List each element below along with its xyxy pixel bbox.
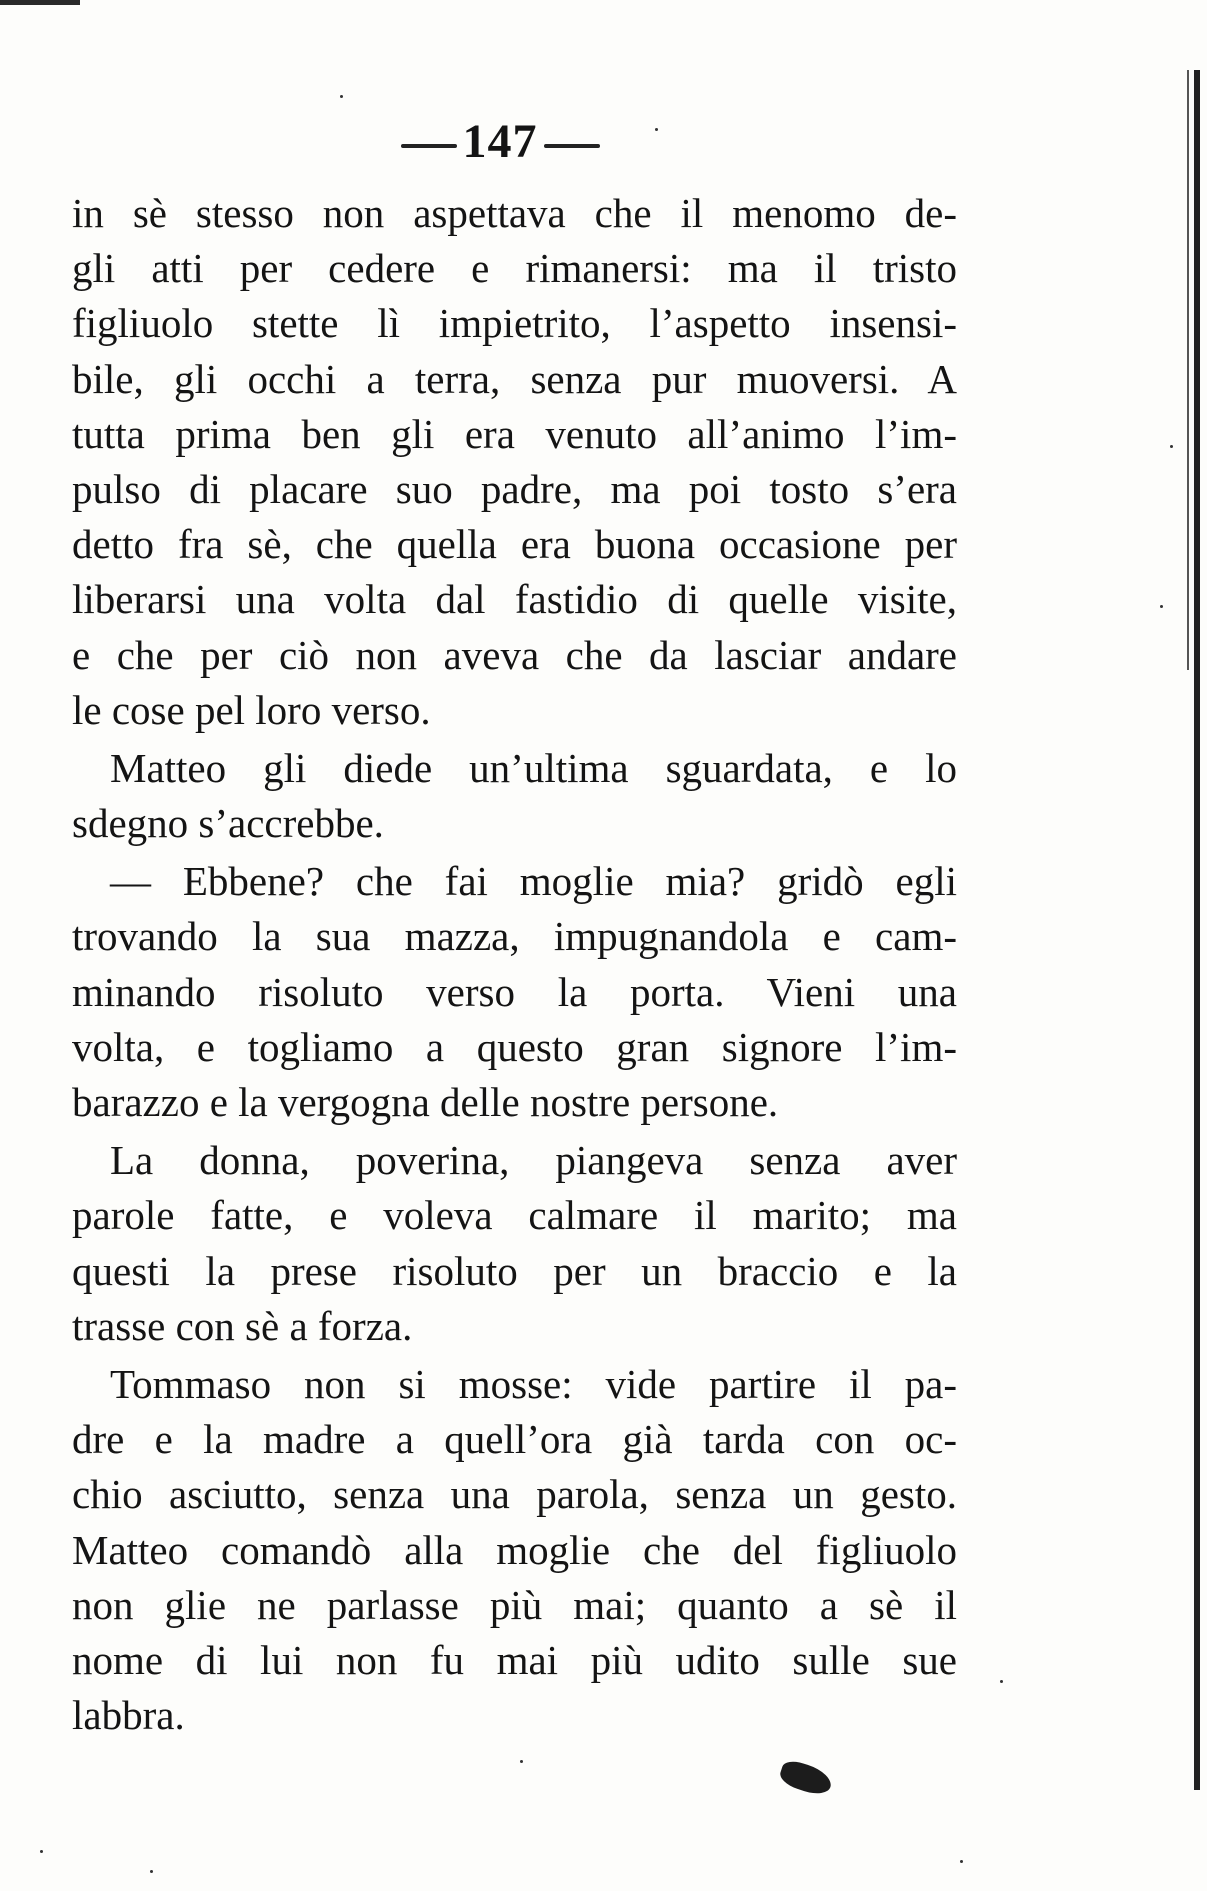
page-number-text: 147	[462, 115, 538, 168]
paragraph-p1	[72, 186, 957, 738]
paragraph-p5	[72, 1357, 957, 1743]
text-line: parole fatte, e voleva calmare il marito; ma	[72, 1192, 957, 1239]
speck	[1000, 1680, 1003, 1683]
text-line: barazzo e la vergogna delle nostre persone.	[72, 1079, 779, 1125]
text-line: in sè stesso non aspettava che il menomo de-	[72, 190, 957, 236]
text-line: tutta prima ben gli era venuto all’animo l’im-	[72, 410, 957, 457]
text-line: dre e la madre a quell’ora già tarda con oc-	[72, 1416, 957, 1463]
text-line: chio asciutto, senza una parola, senza un gesto.	[72, 1471, 957, 1518]
ornament-left-icon	[401, 144, 457, 148]
scan-edge-top	[0, 0, 80, 5]
paragraph-p3	[72, 854, 957, 1130]
speck	[150, 1870, 153, 1873]
speck	[960, 1860, 963, 1863]
text-line: detto fra sè, che quella era buona occasione per	[72, 521, 957, 568]
text-line: questi la prese risoluto per un braccio e la	[72, 1247, 957, 1294]
text-line: labbra.	[72, 1692, 185, 1739]
text-line: — Ebbene? che fai moglie mia? gridò egli	[110, 858, 957, 905]
text-line: trovando la sua mazza, impugnandola e cam-	[72, 913, 957, 960]
text-line: gli atti per cedere e rimanersi: ma il tristo	[72, 245, 957, 292]
ink-blot-icon	[777, 1758, 834, 1799]
text-line: nome di lui non fu mai più udito sulle sue	[72, 1636, 957, 1683]
speck	[40, 1850, 43, 1853]
text-line: pulso di placare suo padre, ma poi tosto s’era	[72, 465, 957, 512]
text-line: figliuolo stette lì impietrito, l’aspetto insensi-	[72, 300, 957, 347]
scan-edge-right-inner	[1187, 70, 1189, 670]
speck	[655, 128, 658, 131]
text-line: volta, e togliamo a questo gran signore l’im-	[72, 1023, 957, 1070]
text-line: minando risoluto verso la porta. Vieni una	[72, 968, 957, 1015]
body-text	[72, 186, 957, 1743]
text-line: trasse con sè a forza.	[72, 1302, 413, 1349]
text-line: bile, gli occhi a terra, senza pur muoversi. A	[72, 355, 957, 402]
ornament-right-icon	[544, 144, 600, 148]
speck	[340, 95, 343, 98]
text-line: sdegno s’accrebbe.	[72, 800, 384, 847]
text-line: La donna, poverina, piangeva senza aver	[110, 1137, 957, 1184]
text-line: liberarsi una volta dal fastidio di quelle visite,	[72, 576, 957, 623]
text-line: Tommaso non si mosse: vide partire il pa-	[110, 1360, 957, 1407]
speck	[1170, 445, 1173, 448]
scan-edge-right	[1194, 70, 1200, 1790]
speck	[1160, 605, 1163, 608]
paragraph-p4	[72, 1133, 957, 1354]
text-line: Matteo comandò alla moglie che del figliuolo	[72, 1526, 957, 1573]
speck	[520, 1760, 523, 1763]
text-line: e che per ciò non aveva che da lasciar andare	[72, 631, 957, 678]
page-number	[380, 114, 620, 169]
paragraph-p2	[72, 741, 957, 851]
text-line: non glie ne parlasse più mai; quanto a sè il	[72, 1581, 957, 1628]
text-line: Matteo gli diede un’ultima sguardata, e lo	[110, 744, 957, 791]
text-line: le cose pel loro verso.	[72, 686, 431, 733]
